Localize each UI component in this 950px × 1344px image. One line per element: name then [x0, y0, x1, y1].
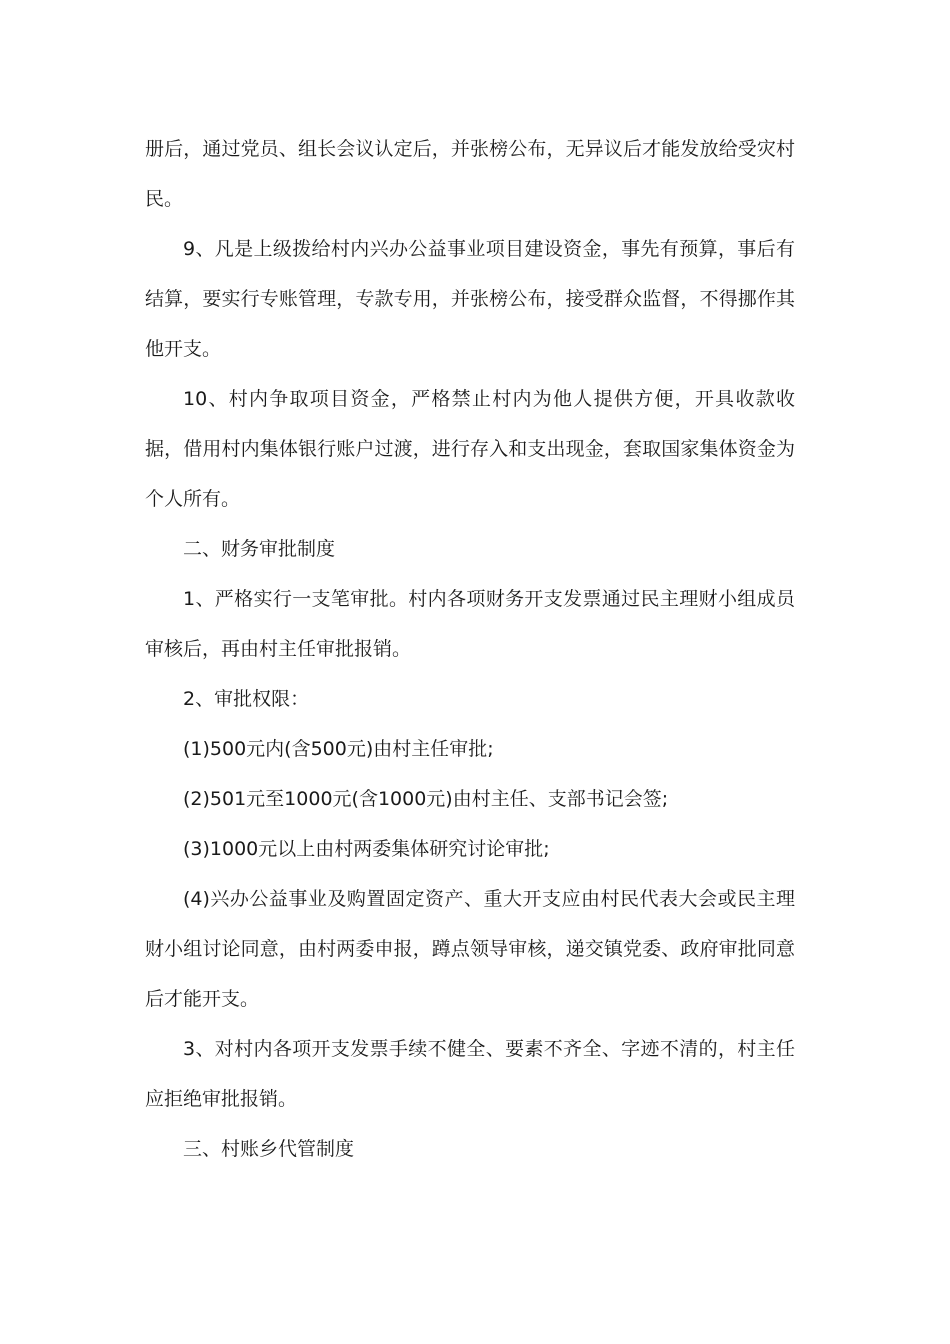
paragraph-approval-2: 2、审批权限： [183, 688, 310, 710]
paragraph-approval-limit-3: (3)1000元以上由村两委集体研究讨论审批; [183, 838, 550, 860]
paragraph-approval-1: 1、严格实行一支笔审批。村内各项财务开支发票通过民主理财小组成员审核后，再由村主任审批报销。 [145, 588, 795, 660]
paragraph-approval-3: 3、对村内各项开支发票手续不健全、要素不齐全、字迹不清的，村主任应拒绝审批报销。 [145, 1038, 795, 1110]
paragraph-approval-limit-2: (2)501元至1000元(含1000元)由村主任、支部书记会签; [183, 788, 669, 810]
paragraph-approval-limit-1: (1)500元内(含500元)由村主任审批; [183, 738, 494, 760]
document-body [145, 124, 795, 1174]
section-heading-3: 三、村账乡代管制度 [183, 1138, 355, 1160]
paragraph-item-9: 9、凡是上级拨给村内兴办公益事业项目建设资金，事先有预算，事后有结算，要实行专账管理，专款专用，并张榜公布，接受群众监督，不得挪作其他开支。 [145, 238, 795, 360]
paragraph-continuation: 册后，通过党员、组长会议认定后，并张榜公布，无异议后才能发放给受灾村民。 [145, 138, 795, 210]
section-heading-2: 二、财务审批制度 [183, 538, 336, 560]
paragraph-approval-limit-4: (4)兴办公益事业及购置固定资产、重大开支应由村民代表大会或民主理财小组讨论同意，由村两委申报，蹲点领导审核，递交镇党委、政府审批同意后才能开支。 [145, 888, 795, 1010]
paragraph-item-10: 10、村内争取项目资金，严格禁止村内为他人提供方便，开具收款收据，借用村内集体银行账户过渡，进行存入和支出现金，套取国家集体资金为个人所有。 [145, 388, 795, 510]
